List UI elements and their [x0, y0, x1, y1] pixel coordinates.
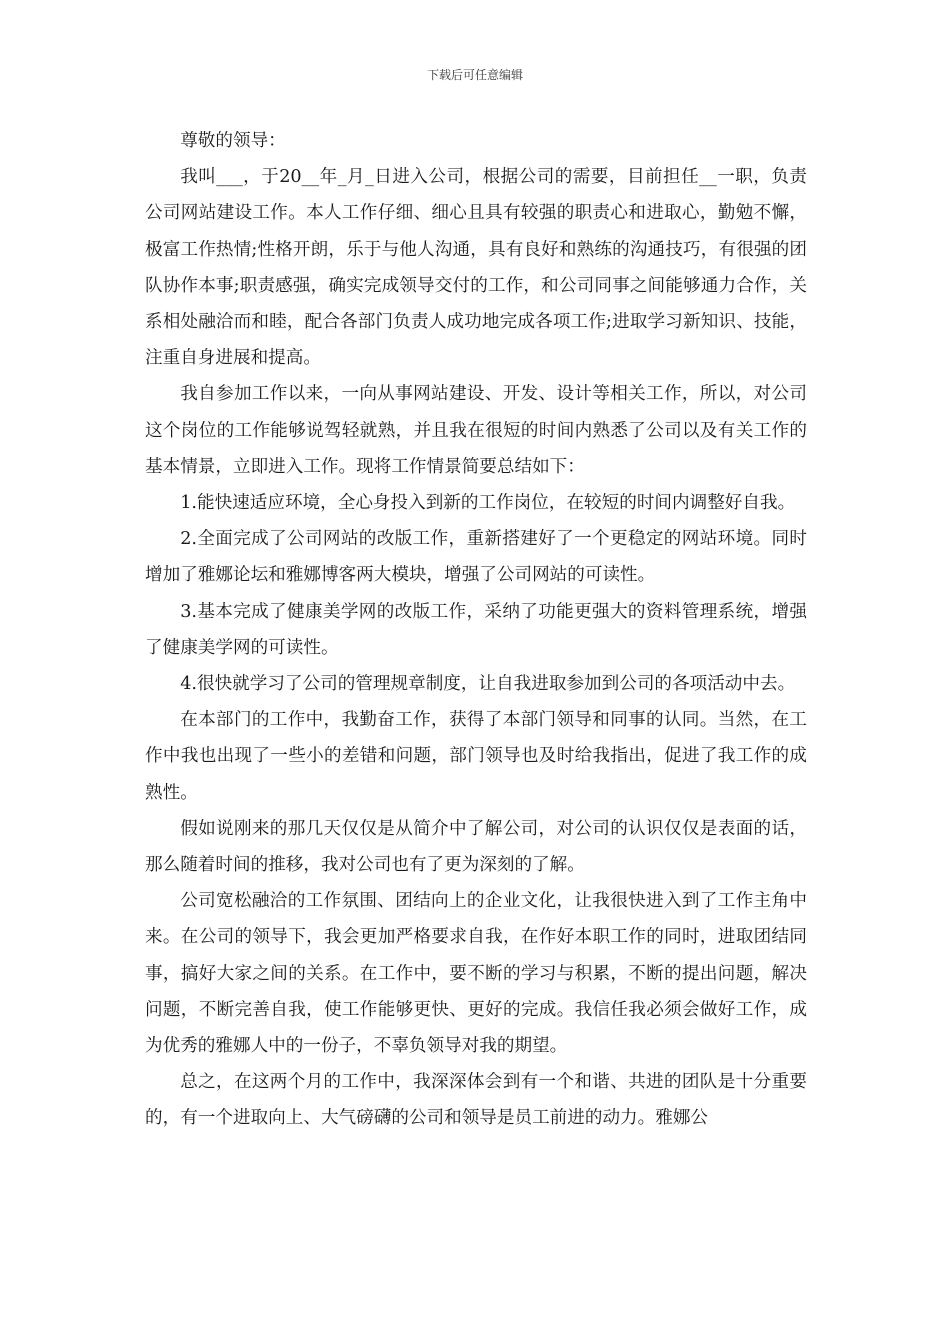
paragraph-intro: 我叫___，于20__年_月_日进入公司，根据公司的需要，目前担任__一职，负责公司网站建设工作。本人工作仔细、细心且具有较强的职责心和进取心，勤勉不懈，极富工作热情;性格开朗，乐于与他人沟通，具有良好和熟练的沟通技巧，有很强的团队协作本事;职责感强，确实完成领导交付的工作，和公司同事之间能够通力合作，关系相处融洽而和睦，配合各部门负责人成功地完成各项工作;进取学习新知识、技能，注重自身进展和提高。	[145, 167, 807, 369]
list-item-2: 2.全面完成了公司网站的改版工作，重新搭建好了一个更稳定的网站环境。同时增加了雅娜论坛和雅娜博客两大模块，增强了公司网站的可读性。	[145, 529, 807, 586]
list-item-4: 4.很快就学习了公司的管理规章制度，让自我进取参加到公司的各项活动中去。	[180, 674, 796, 695]
letter-body	[145, 123, 807, 1137]
salutation: 尊敬的领导：	[180, 131, 286, 151]
paragraph-experience: 我自参加工作以来，一向从事网站建设、开发、设计等相关工作，所以，对公司这个岗位的工作能够说驾轻就熟，并且我在很短的时间内熟悉了公司以及有关工作的基本情景，立即进入工作。现将工作情景简要总结如下：	[145, 384, 807, 477]
paragraph-understanding: 假如说刚来的那几天仅仅是从简介中了解公司，对公司的认识仅仅是表面的话，那么随着时间的推移，我对公司也有了更为深刻的了解。	[145, 818, 807, 876]
page-header-note: 下载后可任意编辑	[426, 68, 523, 82]
paragraph-culture: 公司宽松融洽的工作氛围、团结向上的企业文化，让我很快进入到了工作主角中来。在公司的领导下，我会更加严格要求自我，在作好本职工作的同时，进取团结同事，搞好大家之间的关系。在工作中，要不断的学习与积累，不断的提出问题，解决问题，不断完善自我，使工作能够更快、更好的完成。我信任我必须会做好工作，成为优秀的雅娜人中的一份子，不辜负领导对我的期望。	[145, 891, 807, 1057]
paragraph-conclusion: 总之，在这两个月的工作中，我深深体会到有一个和谐、共进的团队是十分重要的，有一个进取向上、大气磅礴的公司和领导是员工前进的动力。雅娜公	[145, 1072, 807, 1129]
list-item-1: 1.能快速适应环境，全心身投入到新的工作岗位，在较短的时间内调整好自我。	[180, 493, 796, 514]
list-item-3: 3.基本完成了健康美学网的改版工作，采纳了功能更强大的资料管理系统，增强了健康美学网的可读性。	[145, 601, 807, 658]
paragraph-department: 在本部门的工作中，我勤奋工作，获得了本部门领导和同事的认同。当然，在工作中我也出现了一些小的差错和问题，部门领导也及时给我指出，促进了我工作的成熟性。	[145, 710, 807, 803]
